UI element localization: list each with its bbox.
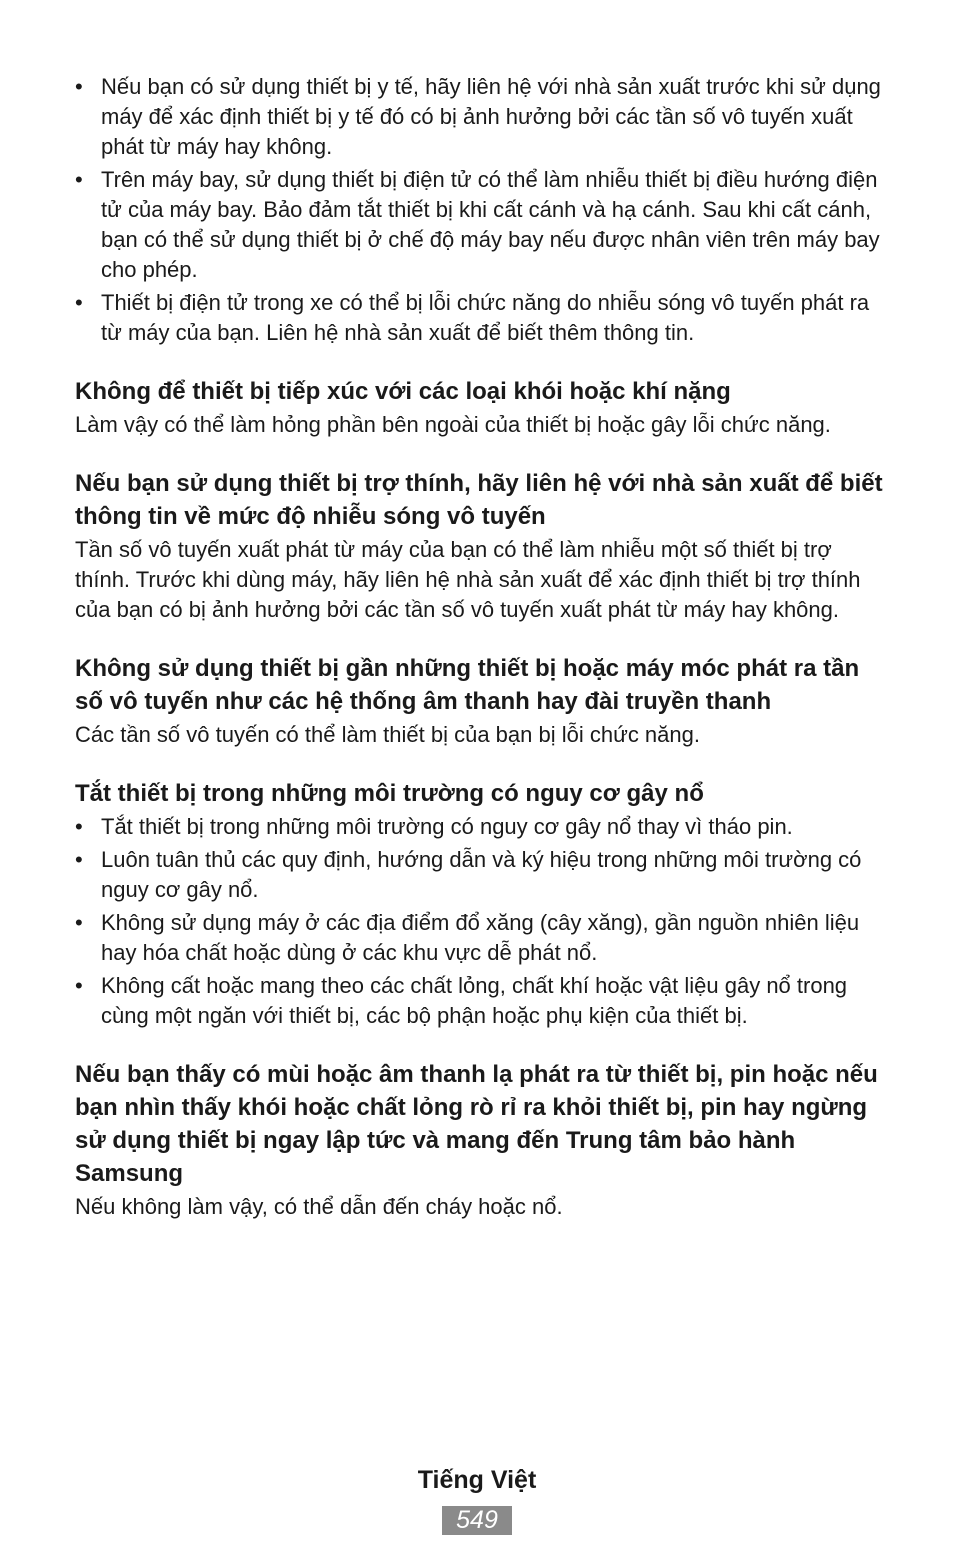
section-hearing-aid [75,467,885,625]
list-item-text: Tắt thiết bị trong những môi trường có nguy cơ gây nổ thay vì tháo pin. [101,814,793,839]
list-item [75,288,885,348]
list-item [75,72,885,162]
list-item [75,845,885,905]
list-item-text: Không sử dụng máy ở các địa điểm đổ xăng (cây xăng), gần nguồn nhiên liệu hay hóa chất hoặc dùng ở các khu vực dễ phát nổ. [101,910,860,965]
section-body: Các tần số vô tuyến có thể làm thiết bị của bạn bị lỗi chức năng. [75,722,700,747]
section-heading: Không sử dụng thiết bị gần những thiết bị hoặc máy móc phát ra tần số vô tuyến như các hệ thống âm thanh hay đài truyền thanh [75,655,860,715]
list-item [75,812,885,842]
section-explosive-environments [75,777,885,1031]
list-item-text: Thiết bị điện tử trong xe có thể bị lỗi chức năng do nhiễu sóng vô tuyến phát ra từ máy của bạn. Liên hệ nhà sản xuất để biết thêm thông tin. [101,290,870,345]
bullet-icon: • [75,910,83,935]
list-item-text: Không cất hoặc mang theo các chất lỏng, chất khí hoặc vật liệu gây nổ trong cùng một ngăn với thiết bị, các bộ phận hoặc phụ kiện của thiết bị. [101,973,848,1028]
page-number-badge: 549 [442,1506,512,1535]
section-heading: Nếu bạn thấy có mùi hoặc âm thanh lạ phát ra từ thiết bị, pin hoặc nếu bạn nhìn thấy khói hoặc chất lỏng rò rỉ ra khỏi thiết bị, pin hay ngừng sử dụng thiết bị ngay lập tức và mang đến Trung tâm bảo hành Samsung [75,1061,878,1187]
list-item-text: Trên máy bay, sử dụng thiết bị điện tử có thể làm nhiễu thiết bị điều hướng điện tử của máy bay. Bảo đảm tắt thiết bị khi cất cánh và hạ cánh. Sau khi cất cánh, bạn có thể sử dụng thiết bị ở chế độ máy bay nếu được nhân viên trên máy bay cho phép. [101,167,880,282]
section-body: Tần số vô tuyến xuất phát từ máy của bạn có thể làm nhiễu một số thiết bị trợ thính. Trước khi dùng máy, hãy liên hệ nhà sản xuất để xác định thiết bị trợ thính của bạn có bị ảnh hưởng bởi các tần số vô tuyến xuất phát từ máy hay không. [75,537,861,622]
list-item-text: Luôn tuân thủ các quy định, hướng dẫn và ký hiệu trong những môi trường có nguy cơ gây nổ. [101,847,862,902]
section-heading: Tắt thiết bị trong những môi trường có nguy cơ gây nổ [75,780,704,807]
bullet-icon: • [75,167,83,192]
bullet-icon: • [75,290,83,315]
document-body [75,72,885,1222]
footer-language-label: Tiếng Việt [417,1466,537,1494]
bullet-icon: • [75,847,83,872]
section-heading: Nếu bạn sử dụng thiết bị trợ thính, hãy liên hệ với nhà sản xuất để biết thông tin về mức độ nhiễu sóng vô tuyến [75,470,883,530]
bullet-icon: • [75,814,83,839]
section-body: Làm vậy có thể làm hỏng phần bên ngoài của thiết bị hoặc gây lỗi chức năng. [75,412,831,437]
list-item [75,165,885,285]
section-body: Nếu không làm vậy, có thể dẫn đến cháy hoặc nổ. [75,1194,563,1219]
bullet-icon: • [75,973,83,998]
explosive-bullet-list [75,812,885,1031]
section-heading: Không để thiết bị tiếp xúc với các loại khói hoặc khí nặng [75,378,731,405]
intro-bullet-list [75,72,885,348]
section-smoke-gas [75,375,885,440]
list-item [75,971,885,1031]
list-item [75,908,885,968]
bullet-icon: • [75,74,83,99]
section-strange-smell-smoke [75,1058,885,1222]
section-radio-frequency-devices [75,652,885,750]
list-item-text: Nếu bạn có sử dụng thiết bị y tế, hãy liên hệ với nhà sản xuất trước khi sử dụng máy để xác định thiết bị y tế đó có bị ảnh hưởng bởi các tần số vô tuyến xuất phát từ máy hay không. [101,74,881,159]
